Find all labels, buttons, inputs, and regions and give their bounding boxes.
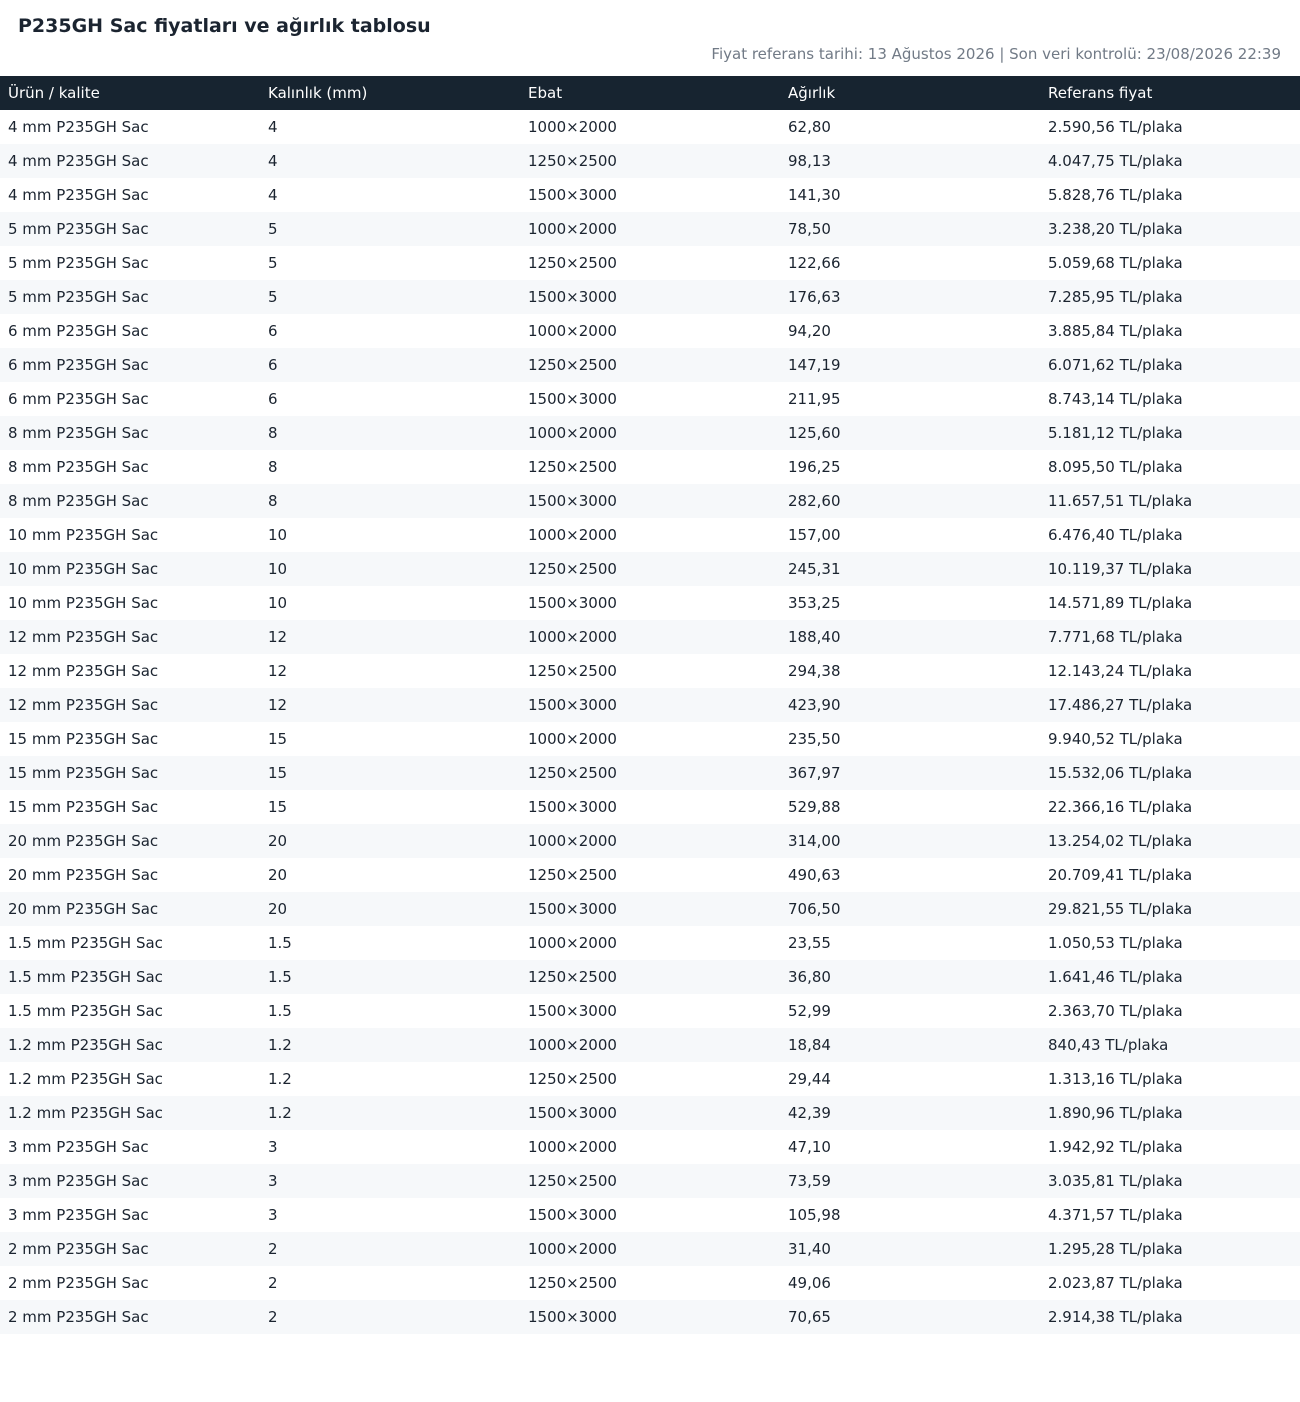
price-cell: 1.295,28 TL/plaka — [1048, 1240, 1183, 1258]
table-row — [0, 1198, 1300, 1232]
thickness-cell: 6 — [268, 390, 278, 408]
weight-cell: 211,95 — [788, 390, 841, 408]
price-cell: 22.366,16 TL/plaka — [1048, 798, 1193, 816]
size-cell: 1250×2500 — [528, 458, 617, 476]
price-reference-info: Fiyat referans tarihi: 13 Ağustos 2026 | Son veri kontrolü: 23/08/2026 22:39 — [711, 45, 1281, 63]
thickness-cell: 15 — [268, 798, 288, 816]
thickness-cell: 1.5 — [268, 968, 292, 986]
size-cell: 1000×2000 — [528, 934, 617, 952]
product-cell: 15 mm P235GH Sac — [8, 730, 159, 748]
weight-cell: 706,50 — [788, 900, 841, 918]
thickness-cell: 15 — [268, 730, 288, 748]
thickness-cell: 1.2 — [268, 1070, 292, 1088]
thickness-cell: 10 — [268, 594, 288, 612]
table-row — [0, 1062, 1300, 1096]
thickness-cell: 12 — [268, 662, 288, 680]
thickness-cell: 15 — [268, 764, 288, 782]
weight-cell: 98,13 — [788, 152, 831, 170]
weight-cell: 23,55 — [788, 934, 831, 952]
product-cell: 2 mm P235GH Sac — [8, 1308, 149, 1326]
price-cell: 14.571,89 TL/plaka — [1048, 594, 1193, 612]
thickness-cell: 4 — [268, 186, 278, 204]
thickness-cell: 20 — [268, 832, 288, 850]
table-row — [0, 790, 1300, 824]
weight-cell: 529,88 — [788, 798, 841, 816]
size-cell: 1000×2000 — [528, 1036, 617, 1054]
product-cell: 1.2 mm P235GH Sac — [8, 1070, 163, 1088]
product-cell: 4 mm P235GH Sac — [8, 118, 149, 136]
product-cell: 20 mm P235GH Sac — [8, 900, 159, 918]
product-cell: 1.5 mm P235GH Sac — [8, 1002, 163, 1020]
table-row — [0, 110, 1300, 144]
thickness-cell: 1.2 — [268, 1036, 292, 1054]
column-header-weight: Ağırlık — [788, 84, 836, 102]
product-cell: 2 mm P235GH Sac — [8, 1240, 149, 1258]
table-row — [0, 178, 1300, 212]
product-cell: 10 mm P235GH Sac — [8, 560, 159, 578]
table-row — [0, 246, 1300, 280]
size-cell: 1250×2500 — [528, 152, 617, 170]
price-cell: 9.940,52 TL/plaka — [1048, 730, 1183, 748]
price-cell: 8.095,50 TL/plaka — [1048, 458, 1183, 476]
product-cell: 8 mm P235GH Sac — [8, 458, 149, 476]
price-cell: 8.743,14 TL/plaka — [1048, 390, 1183, 408]
price-cell: 1.890,96 TL/plaka — [1048, 1104, 1183, 1122]
weight-cell: 294,38 — [788, 662, 841, 680]
size-cell: 1000×2000 — [528, 220, 617, 238]
thickness-cell: 1.5 — [268, 934, 292, 952]
price-cell: 3.885,84 TL/plaka — [1048, 322, 1183, 340]
table-row — [0, 144, 1300, 178]
table-row — [0, 688, 1300, 722]
weight-cell: 423,90 — [788, 696, 841, 714]
price-cell: 15.532,06 TL/plaka — [1048, 764, 1193, 782]
size-cell: 1000×2000 — [528, 1138, 617, 1156]
column-header-size: Ebat — [528, 84, 563, 102]
weight-cell: 105,98 — [788, 1206, 841, 1224]
table-row — [0, 620, 1300, 654]
weight-cell: 282,60 — [788, 492, 841, 510]
product-cell: 12 mm P235GH Sac — [8, 696, 159, 714]
table-row — [0, 756, 1300, 790]
thickness-cell: 5 — [268, 254, 278, 272]
thickness-cell: 20 — [268, 900, 288, 918]
product-cell: 4 mm P235GH Sac — [8, 152, 149, 170]
table-row — [0, 722, 1300, 756]
size-cell: 1000×2000 — [528, 730, 617, 748]
weight-cell: 49,06 — [788, 1274, 831, 1292]
table-row — [0, 348, 1300, 382]
product-cell: 12 mm P235GH Sac — [8, 662, 159, 680]
size-cell: 1500×3000 — [528, 186, 617, 204]
table-row — [0, 1164, 1300, 1198]
thickness-cell: 8 — [268, 492, 278, 510]
size-cell: 1000×2000 — [528, 526, 617, 544]
size-cell: 1500×3000 — [528, 900, 617, 918]
table-row — [0, 314, 1300, 348]
size-cell: 1250×2500 — [528, 254, 617, 272]
thickness-cell: 4 — [268, 118, 278, 136]
product-cell: 6 mm P235GH Sac — [8, 356, 149, 374]
size-cell: 1250×2500 — [528, 1070, 617, 1088]
price-cell: 12.143,24 TL/plaka — [1048, 662, 1193, 680]
product-cell: 3 mm P235GH Sac — [8, 1172, 149, 1190]
size-cell: 1250×2500 — [528, 560, 617, 578]
price-cell: 3.238,20 TL/plaka — [1048, 220, 1183, 238]
page-title: P235GH Sac fiyatları ve ağırlık tablosu — [18, 15, 431, 37]
weight-cell: 490,63 — [788, 866, 841, 884]
price-cell: 1.050,53 TL/plaka — [1048, 934, 1183, 952]
price-cell: 4.047,75 TL/plaka — [1048, 152, 1183, 170]
weight-cell: 314,00 — [788, 832, 841, 850]
table-row — [0, 518, 1300, 552]
product-cell: 10 mm P235GH Sac — [8, 594, 159, 612]
table-row — [0, 416, 1300, 450]
price-cell: 5.181,12 TL/plaka — [1048, 424, 1183, 442]
size-cell: 1000×2000 — [528, 322, 617, 340]
price-cell: 7.285,95 TL/plaka — [1048, 288, 1183, 306]
product-cell: 1.2 mm P235GH Sac — [8, 1036, 163, 1054]
weight-cell: 73,59 — [788, 1172, 831, 1190]
table-body — [0, 110, 1300, 1334]
weight-cell: 353,25 — [788, 594, 841, 612]
weight-cell: 188,40 — [788, 628, 841, 646]
weight-cell: 47,10 — [788, 1138, 831, 1156]
product-cell: 10 mm P235GH Sac — [8, 526, 159, 544]
table-row — [0, 1232, 1300, 1266]
price-cell: 11.657,51 TL/plaka — [1048, 492, 1193, 510]
table-row — [0, 824, 1300, 858]
column-header-price: Referans fiyat — [1048, 84, 1153, 102]
price-cell: 1.942,92 TL/plaka — [1048, 1138, 1183, 1156]
price-cell: 20.709,41 TL/plaka — [1048, 866, 1193, 884]
size-cell: 1500×3000 — [528, 390, 617, 408]
size-cell: 1000×2000 — [528, 628, 617, 646]
size-cell: 1500×3000 — [528, 696, 617, 714]
thickness-cell: 3 — [268, 1138, 278, 1156]
thickness-cell: 12 — [268, 696, 288, 714]
size-cell: 1500×3000 — [528, 288, 617, 306]
weight-cell: 141,30 — [788, 186, 841, 204]
product-cell: 4 mm P235GH Sac — [8, 186, 149, 204]
price-cell: 2.914,38 TL/plaka — [1048, 1308, 1183, 1326]
weight-cell: 176,63 — [788, 288, 841, 306]
table-row — [0, 1266, 1300, 1300]
price-cell: 3.035,81 TL/plaka — [1048, 1172, 1183, 1190]
thickness-cell: 4 — [268, 152, 278, 170]
weight-cell: 52,99 — [788, 1002, 831, 1020]
price-cell: 2.363,70 TL/plaka — [1048, 1002, 1183, 1020]
price-cell: 6.476,40 TL/plaka — [1048, 526, 1183, 544]
product-cell: 1.2 mm P235GH Sac — [8, 1104, 163, 1122]
product-cell: 2 mm P235GH Sac — [8, 1274, 149, 1292]
thickness-cell: 2 — [268, 1240, 278, 1258]
weight-cell: 367,97 — [788, 764, 841, 782]
table-row — [0, 382, 1300, 416]
size-cell: 1500×3000 — [528, 1308, 617, 1326]
price-cell: 13.254,02 TL/plaka — [1048, 832, 1193, 850]
table-row — [0, 280, 1300, 314]
product-cell: 8 mm P235GH Sac — [8, 424, 149, 442]
price-cell: 2.590,56 TL/plaka — [1048, 118, 1183, 136]
weight-cell: 235,50 — [788, 730, 841, 748]
weight-cell: 147,19 — [788, 356, 841, 374]
thickness-cell: 5 — [268, 288, 278, 306]
size-cell: 1250×2500 — [528, 1172, 617, 1190]
weight-cell: 29,44 — [788, 1070, 831, 1088]
product-cell: 3 mm P235GH Sac — [8, 1138, 149, 1156]
product-cell: 15 mm P235GH Sac — [8, 764, 159, 782]
size-cell: 1250×2500 — [528, 968, 617, 986]
thickness-cell: 1.5 — [268, 1002, 292, 1020]
column-header-thickness: Kalınlık (mm) — [268, 84, 368, 102]
table-row — [0, 450, 1300, 484]
price-cell: 7.771,68 TL/plaka — [1048, 628, 1183, 646]
thickness-cell: 2 — [268, 1308, 278, 1326]
thickness-cell: 6 — [268, 356, 278, 374]
thickness-cell: 10 — [268, 560, 288, 578]
table-row — [0, 960, 1300, 994]
product-cell: 6 mm P235GH Sac — [8, 322, 149, 340]
size-cell: 1000×2000 — [528, 1240, 617, 1258]
product-cell: 1.5 mm P235GH Sac — [8, 934, 163, 952]
table-row — [0, 552, 1300, 586]
weight-cell: 94,20 — [788, 322, 831, 340]
size-cell: 1500×3000 — [528, 1206, 617, 1224]
table-row — [0, 994, 1300, 1028]
thickness-cell: 8 — [268, 424, 278, 442]
product-cell: 3 mm P235GH Sac — [8, 1206, 149, 1224]
thickness-cell: 20 — [268, 866, 288, 884]
product-cell: 1.5 mm P235GH Sac — [8, 968, 163, 986]
size-cell: 1250×2500 — [528, 866, 617, 884]
weight-cell: 125,60 — [788, 424, 841, 442]
product-cell: 5 mm P235GH Sac — [8, 254, 149, 272]
price-cell: 17.486,27 TL/plaka — [1048, 696, 1193, 714]
product-cell: 20 mm P235GH Sac — [8, 866, 159, 884]
table-row — [0, 1096, 1300, 1130]
size-cell: 1000×2000 — [528, 118, 617, 136]
thickness-cell: 12 — [268, 628, 288, 646]
weight-cell: 122,66 — [788, 254, 841, 272]
table-row — [0, 858, 1300, 892]
size-cell: 1250×2500 — [528, 1274, 617, 1292]
product-cell: 5 mm P235GH Sac — [8, 220, 149, 238]
price-cell: 1.641,46 TL/plaka — [1048, 968, 1183, 986]
table-header — [0, 76, 1300, 110]
weight-cell: 70,65 — [788, 1308, 831, 1326]
weight-cell: 31,40 — [788, 1240, 831, 1258]
price-cell: 29.821,55 TL/plaka — [1048, 900, 1193, 918]
weight-cell: 245,31 — [788, 560, 841, 578]
size-cell: 1250×2500 — [528, 356, 617, 374]
price-weight-table — [0, 76, 1300, 1334]
size-cell: 1000×2000 — [528, 832, 617, 850]
table-header-row — [0, 76, 1300, 110]
product-cell: 6 mm P235GH Sac — [8, 390, 149, 408]
table-row — [0, 586, 1300, 620]
table-row — [0, 892, 1300, 926]
price-cell: 4.371,57 TL/plaka — [1048, 1206, 1183, 1224]
product-cell: 20 mm P235GH Sac — [8, 832, 159, 850]
table-row — [0, 484, 1300, 518]
size-cell: 1000×2000 — [528, 424, 617, 442]
product-cell: 5 mm P235GH Sac — [8, 288, 149, 306]
product-cell: 15 mm P235GH Sac — [8, 798, 159, 816]
column-header-product: Ürün / kalite — [8, 84, 100, 102]
weight-cell: 36,80 — [788, 968, 831, 986]
thickness-cell: 8 — [268, 458, 278, 476]
product-cell: 12 mm P235GH Sac — [8, 628, 159, 646]
weight-cell: 196,25 — [788, 458, 841, 476]
table-row — [0, 1028, 1300, 1062]
price-cell: 840,43 TL/plaka — [1048, 1036, 1169, 1054]
table-row — [0, 654, 1300, 688]
size-cell: 1500×3000 — [528, 594, 617, 612]
weight-cell: 42,39 — [788, 1104, 831, 1122]
weight-cell: 157,00 — [788, 526, 841, 544]
product-cell: 8 mm P235GH Sac — [8, 492, 149, 510]
thickness-cell: 6 — [268, 322, 278, 340]
price-cell: 5.059,68 TL/plaka — [1048, 254, 1183, 272]
table-row — [0, 212, 1300, 246]
size-cell: 1250×2500 — [528, 764, 617, 782]
table-row — [0, 1130, 1300, 1164]
size-cell: 1500×3000 — [528, 492, 617, 510]
weight-cell: 18,84 — [788, 1036, 831, 1054]
thickness-cell: 10 — [268, 526, 288, 544]
thickness-cell: 1.2 — [268, 1104, 292, 1122]
price-cell: 1.313,16 TL/plaka — [1048, 1070, 1183, 1088]
weight-cell: 78,50 — [788, 220, 831, 238]
price-cell: 2.023,87 TL/plaka — [1048, 1274, 1183, 1292]
size-cell: 1500×3000 — [528, 1002, 617, 1020]
table-row — [0, 1300, 1300, 1334]
size-cell: 1500×3000 — [528, 798, 617, 816]
thickness-cell: 2 — [268, 1274, 278, 1292]
price-cell: 6.071,62 TL/plaka — [1048, 356, 1183, 374]
size-cell: 1500×3000 — [528, 1104, 617, 1122]
price-cell: 5.828,76 TL/plaka — [1048, 186, 1183, 204]
thickness-cell: 3 — [268, 1206, 278, 1224]
thickness-cell: 3 — [268, 1172, 278, 1190]
size-cell: 1250×2500 — [528, 662, 617, 680]
weight-cell: 62,80 — [788, 118, 831, 136]
price-cell: 10.119,37 TL/plaka — [1048, 560, 1193, 578]
thickness-cell: 5 — [268, 220, 278, 238]
table-row — [0, 926, 1300, 960]
